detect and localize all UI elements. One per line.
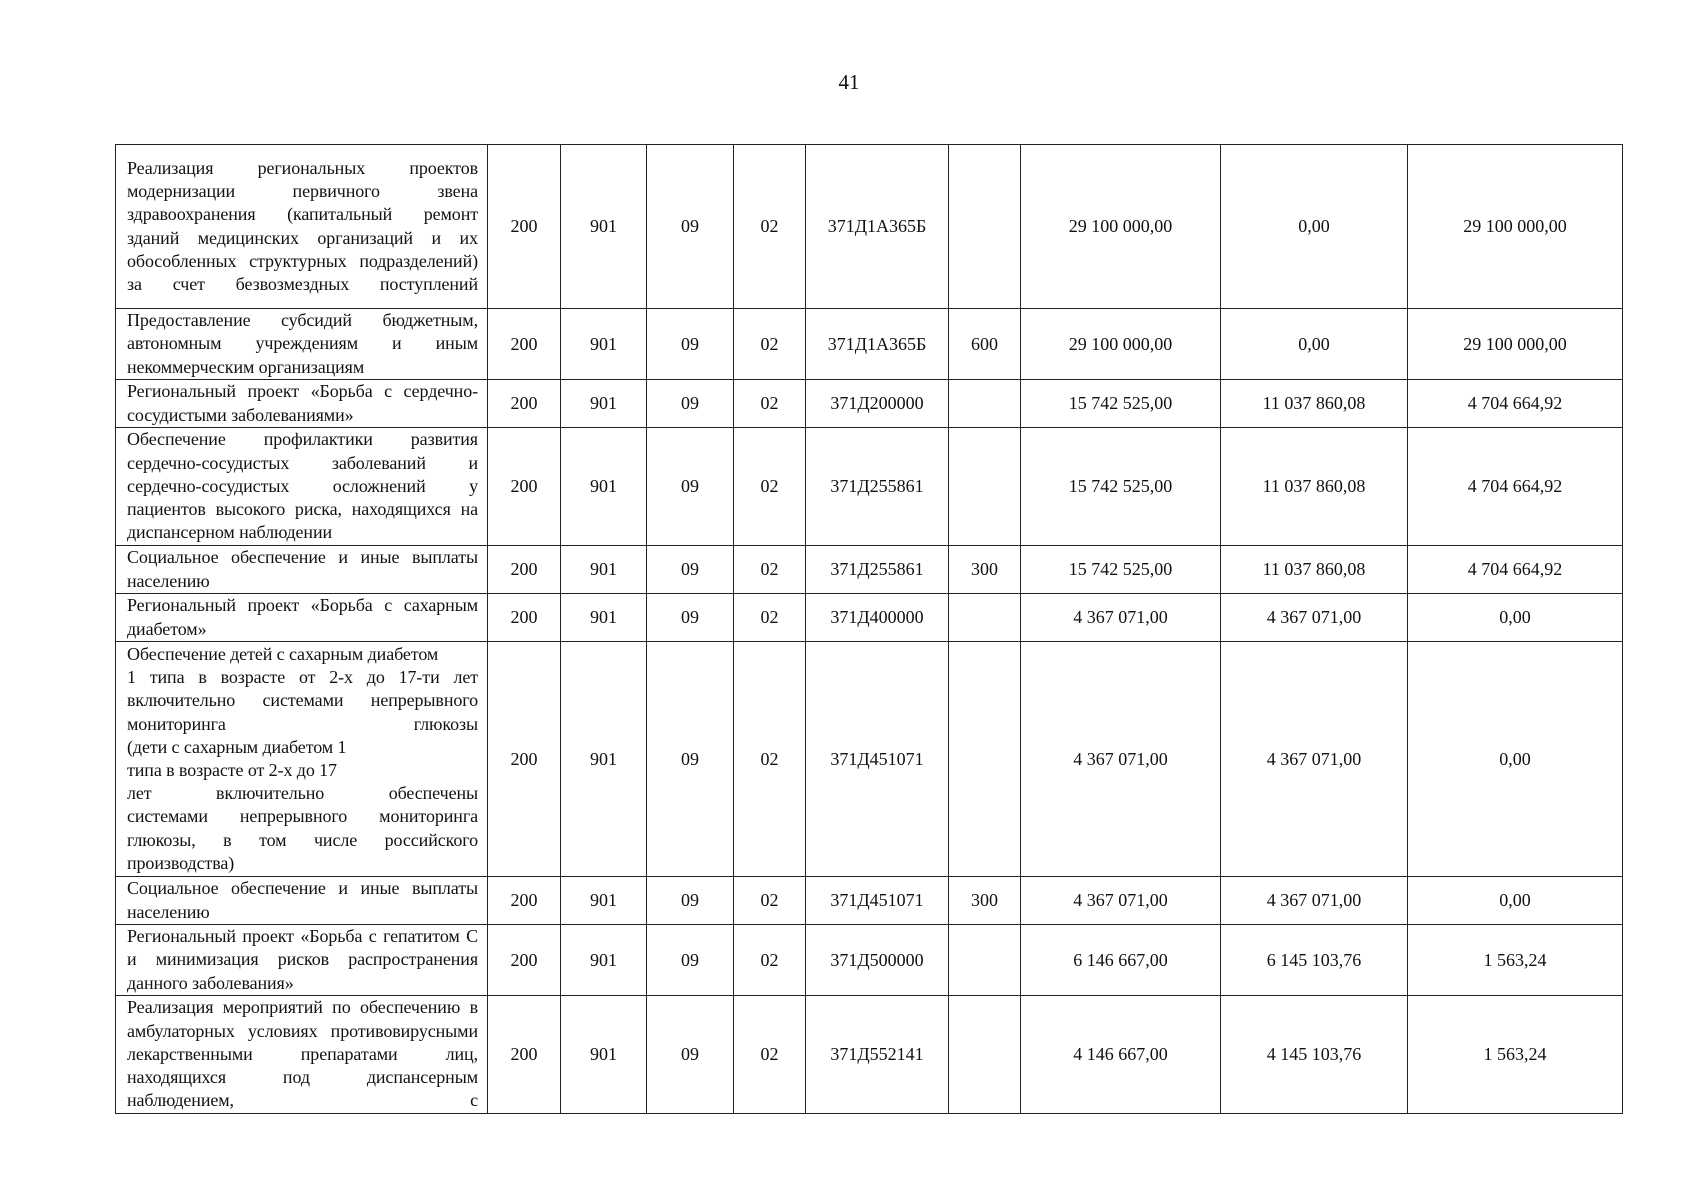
item-name-cell: Социальное обеспечение и иные выплаты населению	[116, 546, 488, 594]
table-row	[116, 145, 1623, 309]
target-code-cell: 371Д400000	[806, 594, 949, 642]
table-row	[116, 546, 1623, 594]
col-code-2-cell: 901	[561, 145, 647, 309]
col-code-3-cell: 09	[647, 380, 734, 428]
fact-amount-cell: 11 037 860,08	[1221, 546, 1408, 594]
col-code-3-cell: 09	[647, 546, 734, 594]
expense-type-cell: 300	[949, 546, 1021, 594]
item-name-cell: Социальное обеспечение и иные выплаты населению	[116, 877, 488, 925]
plan-amount-cell: 4 367 071,00	[1021, 642, 1221, 877]
item-name-line: глюкозы, в том числе российского	[127, 829, 478, 850]
plan-amount-cell: 4 367 071,00	[1021, 594, 1221, 642]
diff-amount-cell: 29 100 000,00	[1408, 145, 1623, 309]
col-code-1-cell: 200	[488, 877, 561, 925]
col-code-1-cell: 200	[488, 380, 561, 428]
expense-type-cell	[949, 642, 1021, 877]
item-name-cell: Реализация региональных проектов модернизации первичного звена здравоохранения (капитальный ремонт зданий медицинских организаций и их обособленных структурных подразделений) за счет безвозмездных поступлений	[116, 145, 488, 309]
diff-amount-cell: 4 704 664,92	[1408, 428, 1623, 546]
expense-type-cell	[949, 996, 1021, 1114]
plan-amount-cell: 15 742 525,00	[1021, 380, 1221, 428]
item-name-line: типа в возрасте от 2-х до 17	[127, 760, 337, 780]
plan-amount-cell: 6 146 667,00	[1021, 925, 1221, 996]
col-code-1-cell: 200	[488, 428, 561, 546]
col-code-4-cell: 02	[734, 428, 806, 546]
col-code-1-cell: 200	[488, 925, 561, 996]
fact-amount-cell: 0,00	[1221, 145, 1408, 309]
item-name-line: системами непрерывного мониторинга	[127, 806, 478, 827]
col-code-3-cell: 09	[647, 145, 734, 309]
col-code-3-cell: 09	[647, 925, 734, 996]
item-name-line: мониторинга глюкозы	[127, 713, 478, 734]
col-code-2-cell: 901	[561, 546, 647, 594]
expense-type-cell	[949, 145, 1021, 309]
table-row	[116, 925, 1623, 996]
table-row	[116, 428, 1623, 546]
col-code-2-cell: 901	[561, 309, 647, 380]
col-code-1-cell: 200	[488, 309, 561, 380]
expense-type-cell	[949, 925, 1021, 996]
item-name-line: производства)	[127, 852, 235, 873]
page-number: 41	[838, 70, 860, 94]
table-row	[116, 996, 1623, 1114]
expense-type-cell	[949, 428, 1021, 546]
fact-amount-cell: 0,00	[1221, 309, 1408, 380]
col-code-1-cell: 200	[488, 145, 561, 309]
item-name-cell: Региональный проект «Борьба с сердечно-сосудистыми заболеваниями»	[116, 380, 488, 428]
expense-type-cell: 600	[949, 309, 1021, 380]
col-code-2-cell: 901	[561, 428, 647, 546]
col-code-2-cell: 901	[561, 380, 647, 428]
item-name-cell: Обеспечение профилактики развития сердечно-сосудистых заболеваний и сердечно-сосудистых осложнений у пациентов высокого риска, находящихся на диспансерном наблюдении	[116, 428, 488, 546]
col-code-4-cell: 02	[734, 380, 806, 428]
target-code-cell: 371Д255861	[806, 546, 949, 594]
diff-amount-cell: 4 704 664,92	[1408, 380, 1623, 428]
plan-amount-cell: 29 100 000,00	[1021, 145, 1221, 309]
col-code-2-cell: 901	[561, 996, 647, 1114]
col-code-3-cell: 09	[647, 309, 734, 380]
target-code-cell: 371Д255861	[806, 428, 949, 546]
item-name-cell: Предоставление субсидий бюджетным, автономным учреждениям и иным некоммерческим организациям	[116, 309, 488, 380]
expense-type-cell: 300	[949, 877, 1021, 925]
item-name-cell: Региональный проект «Борьба с сахарным диабетом»	[116, 594, 488, 642]
col-code-2-cell: 901	[561, 877, 647, 925]
table-row	[116, 309, 1623, 380]
col-code-3-cell: 09	[647, 642, 734, 877]
expense-type-cell	[949, 594, 1021, 642]
diff-amount-cell: 29 100 000,00	[1408, 309, 1623, 380]
item-name-cell: Реализация мероприятий по обеспечению в амбулаторных условиях противовирусными лекарственными препаратами лиц, находящихся под диспансерным наблюдением, с	[116, 996, 488, 1114]
diff-amount-cell: 1 563,24	[1408, 996, 1623, 1114]
diff-amount-cell: 0,00	[1408, 642, 1623, 877]
item-name-line: Обеспечение детей с сахарным диабетом	[127, 643, 439, 664]
col-code-1-cell: 200	[488, 546, 561, 594]
target-code-cell: 371Д1А365Б	[806, 145, 949, 309]
diff-amount-cell: 0,00	[1408, 877, 1623, 925]
fact-amount-cell: 11 037 860,08	[1221, 380, 1408, 428]
col-code-4-cell: 02	[734, 642, 806, 877]
item-name-cell: Региональный проект «Борьба с гепатитом С и минимизация рисков распространения данного заболевания»	[116, 925, 488, 996]
col-code-3-cell: 09	[647, 996, 734, 1114]
fact-amount-cell: 6 145 103,76	[1221, 925, 1408, 996]
plan-amount-cell: 15 742 525,00	[1021, 428, 1221, 546]
expense-type-cell	[949, 380, 1021, 428]
diff-amount-cell: 1 563,24	[1408, 925, 1623, 996]
plan-amount-cell: 29 100 000,00	[1021, 309, 1221, 380]
target-code-cell: 371Д500000	[806, 925, 949, 996]
target-code-cell: 371Д451071	[806, 877, 949, 925]
col-code-1-cell: 200	[488, 594, 561, 642]
col-code-3-cell: 09	[647, 428, 734, 546]
target-code-cell: 371Д552141	[806, 996, 949, 1114]
fact-amount-cell: 4 367 071,00	[1221, 594, 1408, 642]
col-code-3-cell: 09	[647, 877, 734, 925]
item-name-line: 1 типа в возрасте от 2-х до 17-ти лет	[127, 667, 478, 688]
target-code-cell: 371Д1А365Б	[806, 309, 949, 380]
col-code-4-cell: 02	[734, 594, 806, 642]
fact-amount-cell: 4 367 071,00	[1221, 877, 1408, 925]
table-row	[116, 642, 1623, 877]
plan-amount-cell: 15 742 525,00	[1021, 546, 1221, 594]
plan-amount-cell: 4 146 667,00	[1021, 996, 1221, 1114]
fact-amount-cell: 4 367 071,00	[1221, 642, 1408, 877]
table-row	[116, 380, 1623, 428]
col-code-2-cell: 901	[561, 594, 647, 642]
table-row	[116, 594, 1623, 642]
target-code-cell: 371Д451071	[806, 642, 949, 877]
col-code-4-cell: 02	[734, 145, 806, 309]
col-code-1-cell: 200	[488, 996, 561, 1114]
col-code-1-cell: 200	[488, 642, 561, 877]
col-code-2-cell: 901	[561, 925, 647, 996]
plan-amount-cell: 4 367 071,00	[1021, 877, 1221, 925]
item-name-line: лет включительно обеспечены	[127, 783, 478, 804]
target-code-cell: 371Д200000	[806, 380, 949, 428]
col-code-4-cell: 02	[734, 996, 806, 1114]
item-name-cell	[116, 642, 488, 877]
col-code-4-cell: 02	[734, 877, 806, 925]
col-code-4-cell: 02	[734, 309, 806, 380]
item-name-line: (дети с сахарным диабетом 1	[127, 736, 347, 757]
item-name-line: включительно системами непрерывного	[127, 690, 478, 711]
table-row	[116, 877, 1623, 925]
diff-amount-cell: 0,00	[1408, 594, 1623, 642]
col-code-4-cell: 02	[734, 546, 806, 594]
col-code-2-cell: 901	[561, 642, 647, 877]
col-code-3-cell: 09	[647, 594, 734, 642]
budget-table	[115, 144, 1623, 1114]
fact-amount-cell: 11 037 860,08	[1221, 428, 1408, 546]
diff-amount-cell: 4 704 664,92	[1408, 546, 1623, 594]
fact-amount-cell: 4 145 103,76	[1221, 996, 1408, 1114]
col-code-4-cell: 02	[734, 925, 806, 996]
